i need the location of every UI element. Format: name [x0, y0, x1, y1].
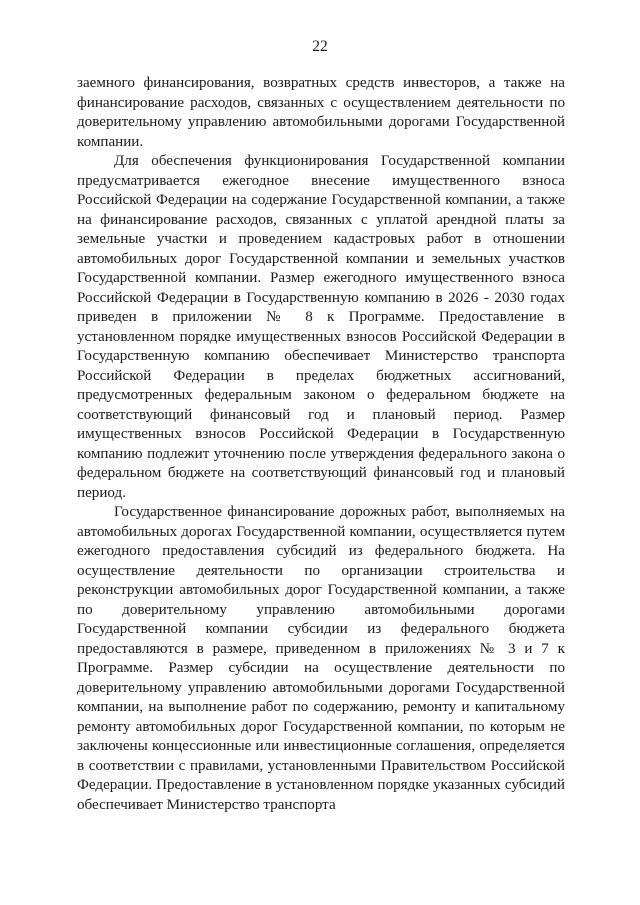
- paragraph-3: Государственное финансирование дорожных работ, выполняемых на автомобильных дорогах Государственной компании, осуществляется путем ежегодного предоставления субсидий из федерального бюджета. На осуществление деятельности по организации строительства и реконструкции автомобильных дорог Государственной компании, а также по доверительному управлению автомобильными дорогами Государственной компании субсидии из федерального бюджета предоставляются в размере, приведенном в приложениях № 3 и 7 к Программе. Размер субсидии на осуществление деятельности по доверительному управлению автомобильными дорогами Государственной компании, на выполнение работ по содержанию, ремонту и капитальному ремонту автомобильных дорог Государственной компании, по которым не заключены концессионные или инвестиционные соглашения, определяется в соответствии с правилами, установленными Правительством Российской Федерации. Предоставление в установленном порядке указанных субсидий обеспечивает Министерство транспорта: [77, 504, 565, 813]
- paragraph-1: заемного финансирования, возвратных средств инвесторов, а также на финансирование расходов, связанных с осуществлением деятельности по доверительному управлению автомобильными дорогами Государственной компании.: [77, 75, 565, 150]
- document-body: [77, 74, 565, 815]
- paragraph-2: Для обеспечения функционирования Государственной компании предусматривается ежегодное внесение имущественного взноса Российской Федерации на содержание Государственной компании, а также на финансирование расходов, связанных с уплатой арендной платы за земельные участки и проведением кадастровых работ в отношении автомобильных дорог Государственной компании и земельных участков Государственной компании. Размер ежегодного имущественного взноса Российской Федерации в Государственную компанию в 2026 - 2030 годах приведен в приложении № 8 к Программе. Предоставление в установленном порядке имущественных взносов Российской Федерации в Государственную компанию обеспечивает Министерство транспорта Российской Федерации в пределах бюджетных ассигнований, предусмотренных федеральным законом о федеральном бюджете на соответствующий финансовый год и плановый период. Размер имущественных взносов Российской Федерации в Государственную компанию подлежит уточнению после утверждения федерального закона о федеральном бюджете на соответствующий финансовый год и плановый период.: [77, 153, 565, 501]
- page-number: 22: [312, 38, 328, 55]
